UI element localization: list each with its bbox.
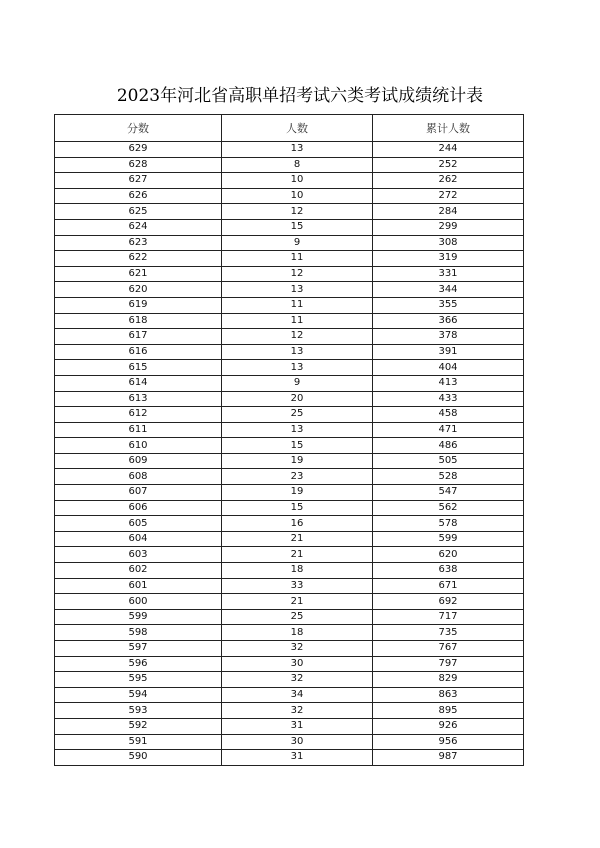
cumulative-cell: 308 bbox=[373, 235, 524, 251]
count-cell: 10 bbox=[222, 173, 373, 189]
score-cell: 620 bbox=[55, 282, 222, 298]
count-cell: 15 bbox=[222, 438, 373, 454]
score-cell: 594 bbox=[55, 687, 222, 703]
score-cell: 603 bbox=[55, 547, 222, 563]
table-row bbox=[55, 204, 524, 220]
cumulative-cell: 926 bbox=[373, 718, 524, 734]
header-score: 分数 bbox=[55, 115, 222, 142]
score-cell: 600 bbox=[55, 594, 222, 610]
table-row bbox=[55, 422, 524, 438]
score-cell: 612 bbox=[55, 407, 222, 423]
score-cell: 617 bbox=[55, 329, 222, 345]
count-cell: 32 bbox=[222, 641, 373, 657]
table-row bbox=[55, 235, 524, 251]
table-row bbox=[55, 157, 524, 173]
count-cell: 30 bbox=[222, 656, 373, 672]
count-cell: 21 bbox=[222, 594, 373, 610]
count-cell: 12 bbox=[222, 329, 373, 345]
count-cell: 9 bbox=[222, 235, 373, 251]
table-row bbox=[55, 703, 524, 719]
score-cell: 602 bbox=[55, 563, 222, 579]
count-cell: 32 bbox=[222, 672, 373, 688]
count-cell: 13 bbox=[222, 422, 373, 438]
cumulative-cell: 797 bbox=[373, 656, 524, 672]
cumulative-cell: 562 bbox=[373, 500, 524, 516]
cumulative-cell: 391 bbox=[373, 344, 524, 360]
count-cell: 11 bbox=[222, 251, 373, 267]
score-cell: 615 bbox=[55, 360, 222, 376]
count-cell: 19 bbox=[222, 453, 373, 469]
score-cell: 606 bbox=[55, 500, 222, 516]
score-cell: 625 bbox=[55, 204, 222, 220]
score-cell: 598 bbox=[55, 625, 222, 641]
score-cell: 599 bbox=[55, 609, 222, 625]
cumulative-cell: 987 bbox=[373, 750, 524, 766]
count-cell: 9 bbox=[222, 375, 373, 391]
table-row bbox=[55, 734, 524, 750]
table-row bbox=[55, 750, 524, 766]
cumulative-cell: 299 bbox=[373, 219, 524, 235]
score-cell: 623 bbox=[55, 235, 222, 251]
score-cell: 604 bbox=[55, 531, 222, 547]
table-row bbox=[55, 672, 524, 688]
table-row bbox=[55, 625, 524, 641]
page-title: 2023年河北省高职单招考试六类考试成绩统计表 bbox=[116, 86, 484, 106]
count-cell: 16 bbox=[222, 516, 373, 532]
table-row bbox=[55, 297, 524, 313]
table-body bbox=[55, 142, 524, 766]
table-row bbox=[55, 142, 524, 158]
cumulative-cell: 331 bbox=[373, 266, 524, 282]
score-table bbox=[54, 114, 524, 766]
score-cell: 601 bbox=[55, 578, 222, 594]
table-row bbox=[55, 251, 524, 267]
cumulative-cell: 528 bbox=[373, 469, 524, 485]
count-cell: 15 bbox=[222, 219, 373, 235]
table-row bbox=[55, 438, 524, 454]
count-cell: 13 bbox=[222, 344, 373, 360]
table-row bbox=[55, 718, 524, 734]
score-cell: 610 bbox=[55, 438, 222, 454]
table-row bbox=[55, 453, 524, 469]
table-row bbox=[55, 500, 524, 516]
table-row bbox=[55, 266, 524, 282]
count-cell: 11 bbox=[222, 297, 373, 313]
cumulative-cell: 895 bbox=[373, 703, 524, 719]
table-row bbox=[55, 407, 524, 423]
table-row bbox=[55, 344, 524, 360]
count-cell: 23 bbox=[222, 469, 373, 485]
cumulative-cell: 262 bbox=[373, 173, 524, 189]
table-row bbox=[55, 188, 524, 204]
count-cell: 20 bbox=[222, 391, 373, 407]
score-cell: 626 bbox=[55, 188, 222, 204]
table-row bbox=[55, 375, 524, 391]
count-cell: 34 bbox=[222, 687, 373, 703]
header-cumulative: 累计人数 bbox=[373, 115, 524, 142]
count-cell: 21 bbox=[222, 531, 373, 547]
cumulative-cell: 378 bbox=[373, 329, 524, 345]
header-count: 人数 bbox=[222, 115, 373, 142]
count-cell: 12 bbox=[222, 266, 373, 282]
score-cell: 595 bbox=[55, 672, 222, 688]
score-cell: 621 bbox=[55, 266, 222, 282]
table-row bbox=[55, 173, 524, 189]
cumulative-cell: 717 bbox=[373, 609, 524, 625]
table-row bbox=[55, 563, 524, 579]
cumulative-cell: 599 bbox=[373, 531, 524, 547]
cumulative-cell: 863 bbox=[373, 687, 524, 703]
table-row bbox=[55, 594, 524, 610]
score-cell: 591 bbox=[55, 734, 222, 750]
count-cell: 25 bbox=[222, 407, 373, 423]
cumulative-cell: 735 bbox=[373, 625, 524, 641]
cumulative-cell: 547 bbox=[373, 485, 524, 501]
score-cell: 590 bbox=[55, 750, 222, 766]
score-cell: 627 bbox=[55, 173, 222, 189]
count-cell: 33 bbox=[222, 578, 373, 594]
cumulative-cell: 638 bbox=[373, 563, 524, 579]
score-cell: 607 bbox=[55, 485, 222, 501]
cumulative-cell: 486 bbox=[373, 438, 524, 454]
table-row bbox=[55, 547, 524, 563]
score-cell: 614 bbox=[55, 375, 222, 391]
count-cell: 31 bbox=[222, 718, 373, 734]
score-cell: 597 bbox=[55, 641, 222, 657]
table-row bbox=[55, 469, 524, 485]
table-row bbox=[55, 360, 524, 376]
score-cell: 613 bbox=[55, 391, 222, 407]
score-cell: 628 bbox=[55, 157, 222, 173]
cumulative-cell: 829 bbox=[373, 672, 524, 688]
count-cell: 19 bbox=[222, 485, 373, 501]
score-cell: 608 bbox=[55, 469, 222, 485]
cumulative-cell: 284 bbox=[373, 204, 524, 220]
cumulative-cell: 767 bbox=[373, 641, 524, 657]
score-cell: 629 bbox=[55, 142, 222, 158]
score-cell: 593 bbox=[55, 703, 222, 719]
count-cell: 18 bbox=[222, 625, 373, 641]
cumulative-cell: 471 bbox=[373, 422, 524, 438]
score-cell: 619 bbox=[55, 297, 222, 313]
count-cell: 12 bbox=[222, 204, 373, 220]
count-cell: 13 bbox=[222, 282, 373, 298]
table-row bbox=[55, 609, 524, 625]
table-row bbox=[55, 531, 524, 547]
score-cell: 596 bbox=[55, 656, 222, 672]
score-cell: 592 bbox=[55, 718, 222, 734]
table-row bbox=[55, 329, 524, 345]
score-cell: 622 bbox=[55, 251, 222, 267]
cumulative-cell: 355 bbox=[373, 297, 524, 313]
count-cell: 13 bbox=[222, 142, 373, 158]
count-cell: 30 bbox=[222, 734, 373, 750]
count-cell: 21 bbox=[222, 547, 373, 563]
cumulative-cell: 620 bbox=[373, 547, 524, 563]
score-cell: 609 bbox=[55, 453, 222, 469]
score-cell: 618 bbox=[55, 313, 222, 329]
table-row bbox=[55, 578, 524, 594]
score-cell: 616 bbox=[55, 344, 222, 360]
table-row bbox=[55, 516, 524, 532]
cumulative-cell: 433 bbox=[373, 391, 524, 407]
table-row bbox=[55, 656, 524, 672]
count-cell: 32 bbox=[222, 703, 373, 719]
score-cell: 605 bbox=[55, 516, 222, 532]
cumulative-cell: 671 bbox=[373, 578, 524, 594]
count-cell: 10 bbox=[222, 188, 373, 204]
cumulative-cell: 272 bbox=[373, 188, 524, 204]
cumulative-cell: 956 bbox=[373, 734, 524, 750]
count-cell: 25 bbox=[222, 609, 373, 625]
cumulative-cell: 458 bbox=[373, 407, 524, 423]
count-cell: 8 bbox=[222, 157, 373, 173]
count-cell: 18 bbox=[222, 563, 373, 579]
table-row bbox=[55, 391, 524, 407]
cumulative-cell: 413 bbox=[373, 375, 524, 391]
table-row bbox=[55, 641, 524, 657]
cumulative-cell: 505 bbox=[373, 453, 524, 469]
table-row bbox=[55, 282, 524, 298]
table-row bbox=[55, 485, 524, 501]
cumulative-cell: 404 bbox=[373, 360, 524, 376]
count-cell: 15 bbox=[222, 500, 373, 516]
score-cell: 611 bbox=[55, 422, 222, 438]
cumulative-cell: 692 bbox=[373, 594, 524, 610]
cumulative-cell: 578 bbox=[373, 516, 524, 532]
table-row bbox=[55, 313, 524, 329]
score-cell: 624 bbox=[55, 219, 222, 235]
table-header-row bbox=[55, 115, 524, 142]
cumulative-cell: 344 bbox=[373, 282, 524, 298]
count-cell: 13 bbox=[222, 360, 373, 376]
count-cell: 31 bbox=[222, 750, 373, 766]
cumulative-cell: 252 bbox=[373, 157, 524, 173]
cumulative-cell: 366 bbox=[373, 313, 524, 329]
cumulative-cell: 319 bbox=[373, 251, 524, 267]
count-cell: 11 bbox=[222, 313, 373, 329]
table-row bbox=[55, 219, 524, 235]
table-row bbox=[55, 687, 524, 703]
cumulative-cell: 244 bbox=[373, 142, 524, 158]
